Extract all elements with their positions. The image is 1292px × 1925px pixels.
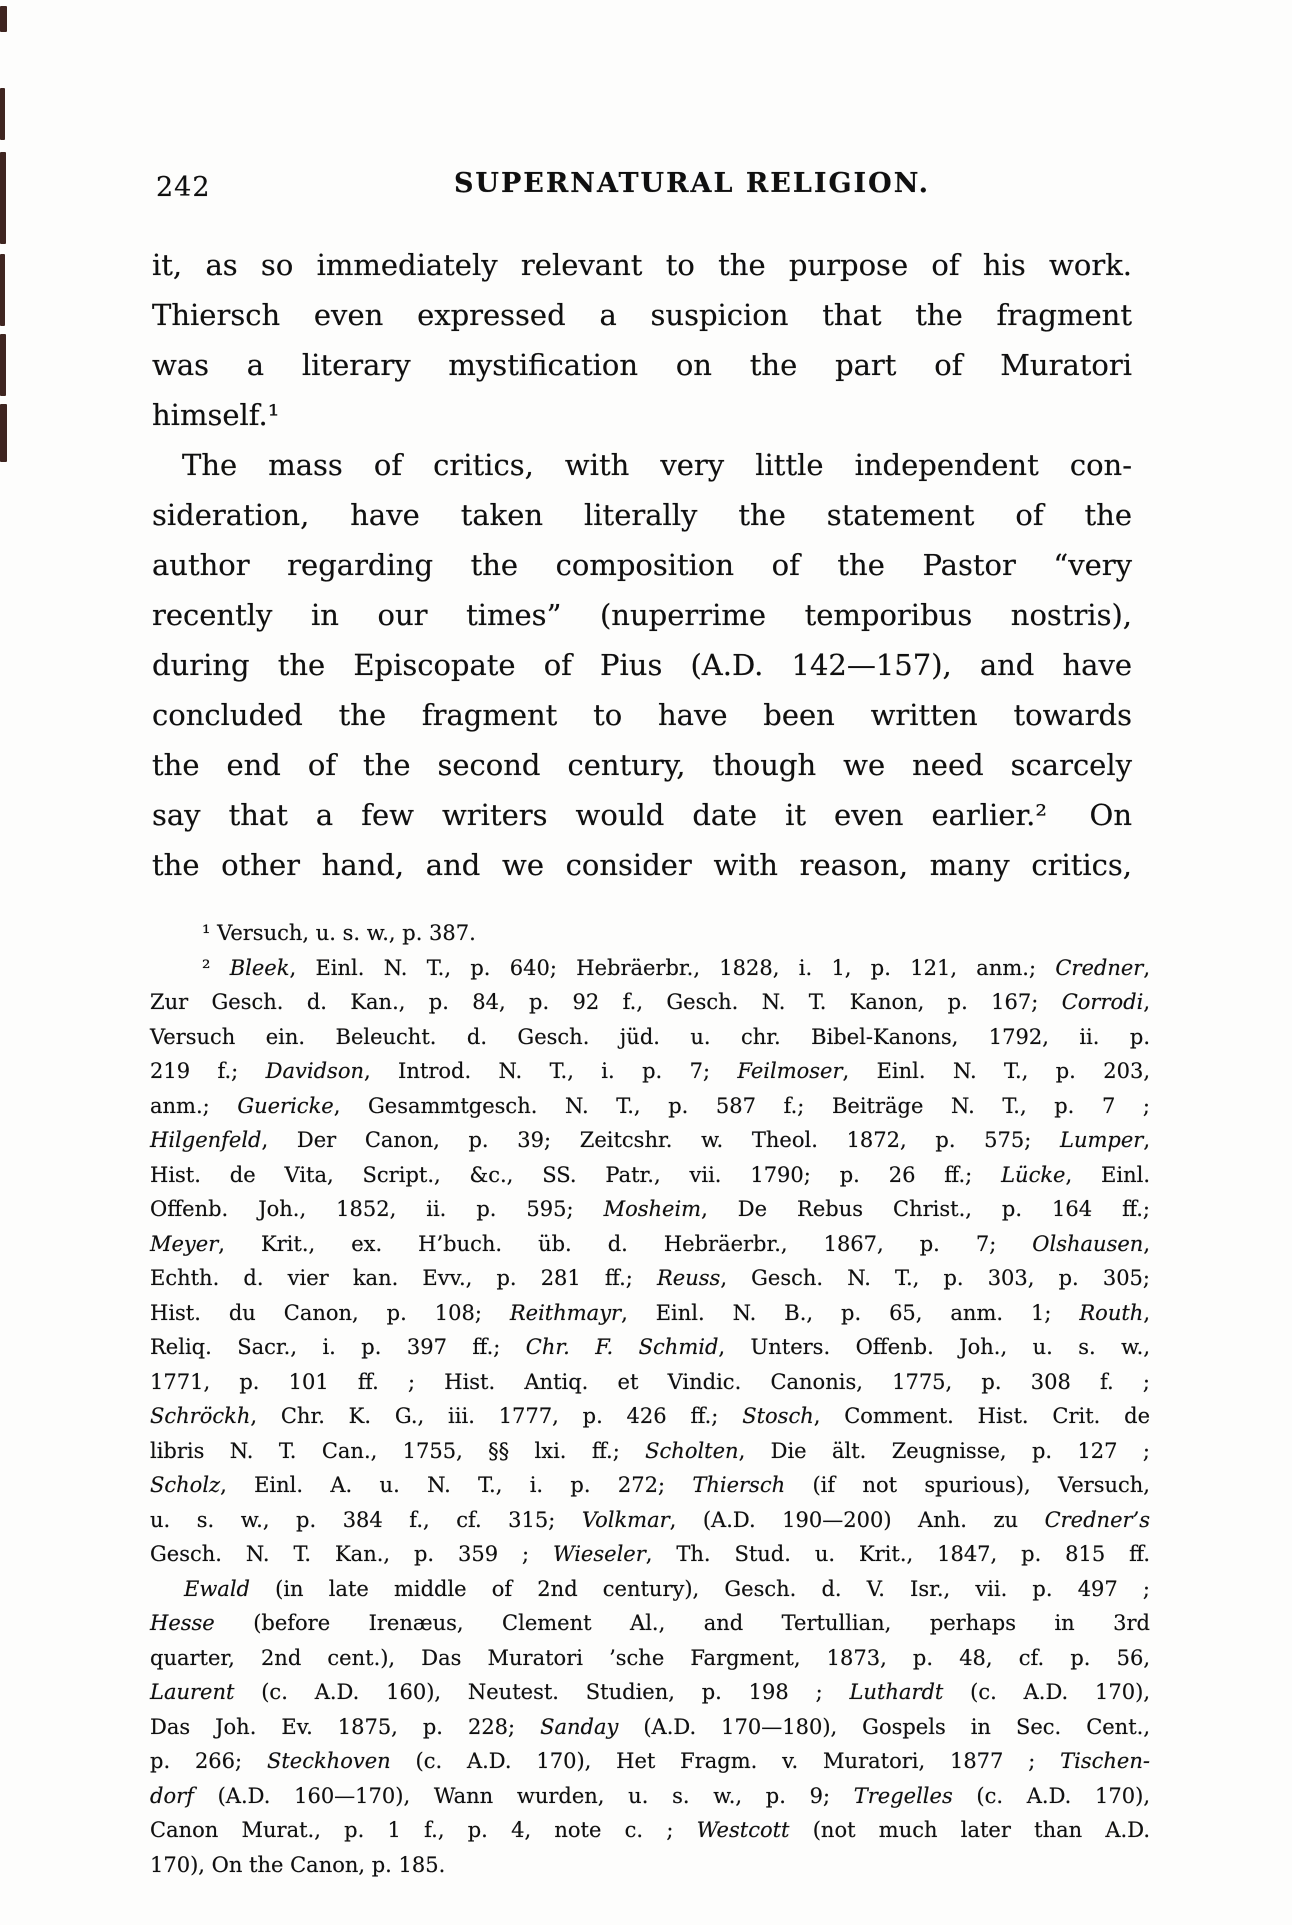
- italic-text: Schröckh: [150, 1404, 251, 1428]
- italic-text: Luthardt: [849, 1680, 944, 1704]
- scan-artifact-marks: [0, 0, 12, 500]
- italic-text: Stosch: [742, 1404, 814, 1428]
- italic-text: Steckhoven: [266, 1749, 391, 1773]
- page-number: 242: [156, 172, 211, 203]
- italic-text: Tischen-: [1060, 1749, 1150, 1773]
- text-line: Ewald (in late middle of 2nd century), Gesch. d. V. Isr., vii. p. 497 ;: [184, 1576, 1150, 1601]
- italic-text: dorf: [150, 1783, 194, 1808]
- italic-text: Reithmayr: [509, 1300, 622, 1325]
- text-line: The mass of critics, with very little independent con-: [182, 448, 1132, 482]
- text-line: the other hand, and we consider with reason, many critics,: [152, 848, 1132, 882]
- italic-text: Meyer: [150, 1231, 219, 1256]
- text-line: quarter, 2nd cent.), Das Muratori ’sche Fargment, 1873, p. 48, cf. p. 56,: [150, 1645, 1150, 1670]
- footnote-2: [150, 951, 1150, 1572]
- text-line: was a literary mystification on the part of Muratori: [152, 348, 1132, 382]
- footnote-3: [150, 1572, 1150, 1883]
- text-line: u. s. w., p. 384 f., cf. 315; Volkmar, (A.D. 190—200) Anh. zu Credner’s: [150, 1507, 1150, 1532]
- text-line: Hesse (before Irenæus, Clement Al., and Tertullian, perhaps in 3rd: [150, 1611, 1150, 1635]
- text-line: ¹ Versuch, u. s. w., p. 387.: [202, 921, 476, 945]
- scan-mark: [0, 88, 5, 140]
- italic-text: Tregelles: [853, 1783, 953, 1808]
- text-line: recently in our times” (nuperrime temporibus nostris),: [152, 598, 1132, 632]
- italic-text: Hilgenfeld: [150, 1128, 262, 1152]
- italic-text: Scholz: [150, 1473, 221, 1497]
- scan-mark: [0, 152, 6, 244]
- running-title: SUPERNATURAL RELIGION.: [453, 168, 931, 199]
- italic-text: Laurent: [150, 1680, 235, 1704]
- text-line: 170), On the Canon, p. 185.: [150, 1852, 446, 1877]
- page-header: [152, 166, 1232, 210]
- text-line: Canon Murat., p. 1 f., p. 4, note c. ; Westcott (not much later than A.D.: [150, 1818, 1150, 1842]
- footnotes-block: [150, 916, 1150, 1882]
- italic-text: Westcott: [696, 1818, 790, 1842]
- text-line: libris N. T. Can., 1755, §§ lxi. ff.; Scholten, Die ält. Zeugnisse, p. 127 ;: [150, 1438, 1150, 1463]
- italic-text: Credner’s: [1044, 1507, 1150, 1532]
- italic-text: Scholten: [645, 1438, 739, 1463]
- text-line: concluded the fragment to have been written towards: [152, 698, 1132, 732]
- italic-text: Davidson: [265, 1059, 364, 1083]
- text-line: dorf (A.D. 160—170), Wann wurden, u. s. w., p. 9; Tregelles (c. A.D. 170),: [150, 1783, 1151, 1808]
- text-line: Hist. de Vita, Script., &c., SS. Patr., vii. 1790; p. 26 ff.; Lücke, Einl.: [150, 1162, 1150, 1187]
- italic-text: Sanday: [540, 1714, 619, 1739]
- scan-mark: [0, 404, 7, 462]
- italic-text: Bleek: [229, 955, 290, 980]
- text-line: it, as so immediately relevant to the purpose of his work.: [152, 248, 1132, 282]
- italic-text: Thiersch: [692, 1473, 786, 1497]
- text-line: Reliq. Sacr., i. p. 397 ff.; Chr. F. Schmid, Unters. Offenb. Joh., u. s. w.,: [150, 1335, 1151, 1359]
- body-text: [152, 240, 1132, 890]
- text-line: Echth. d. vier kan. Evv., p. 281 ff.; Reuss, Gesch. N. T., p. 303, p. 305;: [150, 1266, 1150, 1290]
- paragraph-main: [152, 440, 1132, 890]
- italic-text: Wieseler: [553, 1542, 646, 1566]
- text-line: Thiersch even expressed a suspicion that the fragment: [152, 298, 1132, 332]
- italic-text: Lücke: [1001, 1162, 1066, 1187]
- text-line: Das Joh. Ev. 1875, p. 228; Sanday (A.D. 170—180), Gospels in Sec. Cent.,: [150, 1714, 1151, 1739]
- italic-text: Credner: [1055, 955, 1144, 980]
- text-line: during the Episcopate of Pius (A.D. 142—157), and have: [152, 648, 1132, 682]
- text-line: Gesch. N. T. Kan., p. 359 ; Wieseler, Th. Stud. u. Krit., 1847, p. 815 ff.: [150, 1542, 1150, 1566]
- scan-mark: [0, 254, 5, 326]
- text-line: Versuch ein. Beleucht. d. Gesch. jüd. u. chr. Bibel-Kanons, 1792, ii. p.: [150, 1024, 1150, 1049]
- italic-text: Mosheim: [603, 1197, 702, 1221]
- italic-text: Chr. F. Schmid: [525, 1335, 719, 1359]
- text-line: Hist. du Canon, p. 108; Reithmayr, Einl. N. B., p. 65, anm. 1; Routh,: [150, 1300, 1150, 1325]
- text-line: author regarding the composition of the Pastor “very: [152, 548, 1132, 582]
- italic-text: Corrodi: [1061, 990, 1144, 1014]
- italic-text: Feilmoser: [737, 1059, 843, 1083]
- text-line: 1771, p. 101 ff. ; Hist. Antiq. et Vindic. Canonis, 1775, p. 308 f. ;: [150, 1369, 1150, 1394]
- text-line: Meyer, Krit., ex. H’buch. üb. d. Hebräerbr., 1867, p. 7; Olshausen,: [150, 1231, 1150, 1256]
- text-line: say that a few writers would date it even earlier.² On: [152, 798, 1132, 832]
- text-line: Schröckh, Chr. K. G., iii. 1777, p. 426 ff.; Stosch, Comment. Hist. Crit. de: [150, 1404, 1151, 1428]
- italic-text: Olshausen: [1032, 1231, 1144, 1256]
- text-line: the end of the second century, though we need scarcely: [152, 748, 1132, 782]
- paragraph-continuation: [152, 240, 1132, 440]
- italic-text: Lumper: [1060, 1128, 1144, 1152]
- italic-text: Routh: [1079, 1300, 1144, 1325]
- text-line: sideration, have taken literally the statement of the: [152, 498, 1132, 532]
- italic-text: Ewald: [184, 1576, 250, 1601]
- text-line: Laurent (c. A.D. 160), Neutest. Studien, p. 198 ; Luthardt (c. A.D. 170),: [150, 1680, 1150, 1704]
- scan-mark: [0, 334, 6, 396]
- text-line: Scholz, Einl. A. u. N. T., i. p. 272; Thiersch (if not spurious), Versuch,: [150, 1473, 1150, 1497]
- text-line: anm.; Guericke, Gesammtgesch. N. T., p. 587 f.; Beiträge N. T., p. 7 ;: [150, 1093, 1150, 1118]
- italic-text: Hesse: [150, 1611, 215, 1635]
- italic-text: Volkmar: [581, 1507, 670, 1532]
- footnote-1: [150, 916, 1150, 951]
- italic-text: Guericke: [237, 1093, 334, 1118]
- scan-mark: [0, 6, 7, 32]
- text-line: ² Bleek, Einl. N. T., p. 640; Hebräerbr., 1828, i. 1, p. 121, anm.; Credner,: [202, 955, 1150, 980]
- text-line: Hilgenfeld, Der Canon, p. 39; Zeitcshr. w. Theol. 1872, p. 575; Lumper,: [150, 1128, 1150, 1152]
- text-line: 219 f.; Davidson, Introd. N. T., i. p. 7; Feilmoser, Einl. N. T., p. 203,: [150, 1059, 1150, 1083]
- text-line: p. 266; Steckhoven (c. A.D. 170), Het Fragm. v. Muratori, 1877 ; Tischen-: [150, 1749, 1150, 1773]
- text-line: Offenb. Joh., 1852, ii. p. 595; Mosheim, De Rebus Christ., p. 164 ff.;: [150, 1197, 1151, 1221]
- text-line: Zur Gesch. d. Kan., p. 84, p. 92 f., Gesch. N. T. Kanon, p. 167; Corrodi,: [150, 990, 1150, 1014]
- italic-text: Reuss: [656, 1266, 721, 1290]
- text-line: himself.¹: [152, 398, 280, 432]
